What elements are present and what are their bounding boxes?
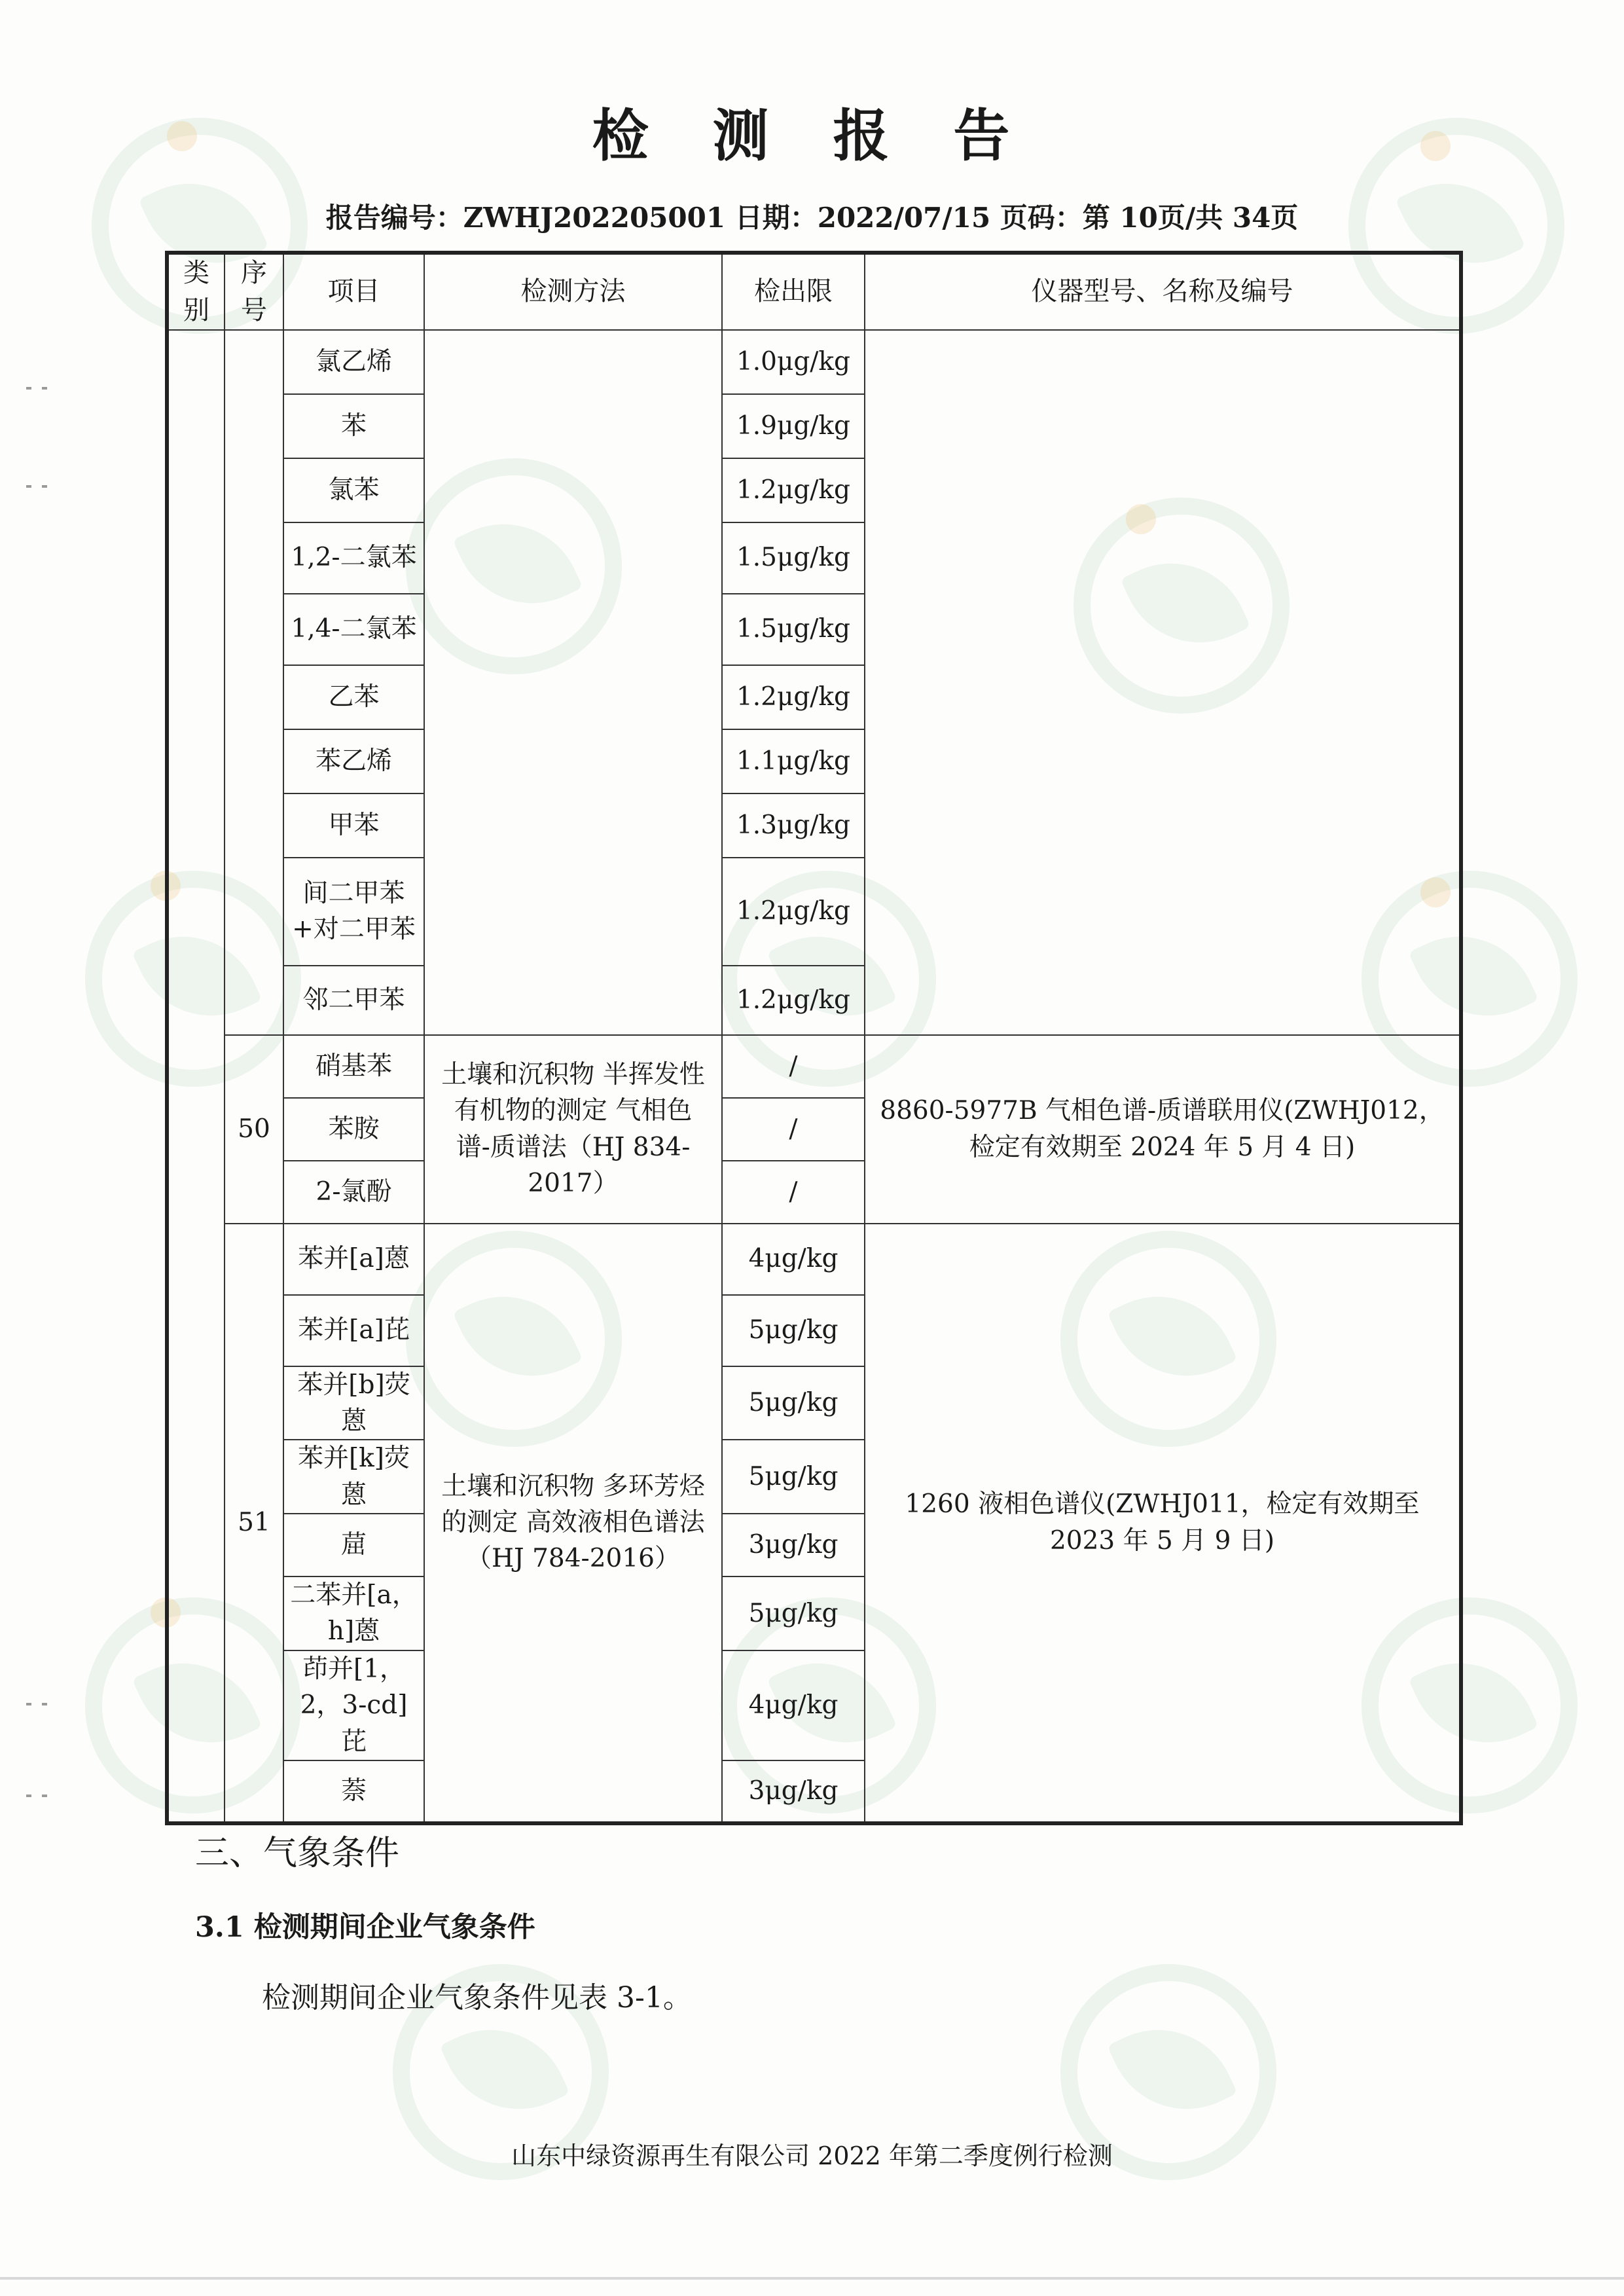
limit-cell: 1.2μg/kg [722, 458, 865, 522]
section-heading: 三、气象条件 [195, 1834, 400, 1873]
item-cell: 1,4-二氯苯 [283, 594, 424, 665]
report-meta-line: 报告编号：ZWHJ202205001 日期：2022/07/15 页码：第 10页/共 34页 [325, 202, 1299, 234]
limit-cell: 1.9μg/kg [722, 394, 865, 458]
column-header-method: 检测方法 [424, 253, 722, 330]
item-cell: 苯并[b]荧蒽 [283, 1366, 424, 1440]
item-cell: 茚并[1，2，3-cd]芘 [283, 1650, 424, 1760]
scan-specks [26, 1696, 65, 1709]
limit-cell: 3μg/kg [722, 1514, 865, 1576]
column-header-instrument: 仪器型号、名称及编号 [865, 253, 1461, 330]
body-paragraph: 检测期间企业气象条件见表 3-1。 [262, 1981, 692, 2014]
item-cell: 氯乙烯 [283, 330, 424, 394]
limit-cell: 1.2μg/kg [722, 858, 865, 966]
item-cell: 二苯并[a，h]蒽 [283, 1576, 424, 1650]
limit-cell: 4μg/kg [722, 1650, 865, 1760]
scan-specks [26, 1787, 65, 1800]
limit-cell: 1.5μg/kg [722, 522, 865, 594]
limit-cell: 5μg/kg [722, 1366, 865, 1440]
column-header-seq: 序号 [225, 253, 283, 330]
limit-cell: 1.5μg/kg [722, 594, 865, 665]
scan-specks [26, 380, 65, 393]
limit-cell: 4μg/kg [722, 1224, 865, 1295]
item-cell: 氯苯 [283, 458, 424, 522]
instrument-cell: 8860-5977B 气相色谱-质谱联用仪(ZWHJ012，检定有效期至 2024 年 5 月 4 日) [865, 1035, 1461, 1224]
limit-cell: 1.1μg/kg [722, 729, 865, 793]
limit-cell: 5μg/kg [722, 1576, 865, 1650]
report-title: 检 测 报 告 [592, 103, 1032, 169]
item-cell: 邻二甲苯 [283, 966, 424, 1035]
item-cell: 苯胺 [283, 1098, 424, 1161]
limit-cell: 1.2μg/kg [722, 665, 865, 729]
item-cell: 苯并[a]芘 [283, 1295, 424, 1366]
scan-edge-line [0, 2277, 1624, 2280]
instrument-cell [865, 330, 1461, 1035]
item-cell: 2-氯酚 [283, 1161, 424, 1224]
item-cell: 苯 [283, 394, 424, 458]
table-row [167, 330, 1461, 394]
method-cell: 土壤和沉积物 半挥发性有机物的测定 气相色谱-质谱法（HJ 834-2017） [424, 1035, 722, 1224]
item-cell: 萘 [283, 1760, 424, 1823]
method-cell: 土壤和沉积物 多环芳烃的测定 高效液相色谱法（HJ 784-2016） [424, 1224, 722, 1823]
limit-cell: 5μg/kg [722, 1295, 865, 1366]
detection-method-table [165, 251, 1463, 1825]
limit-cell: / [722, 1098, 865, 1161]
item-cell: 苯并[k]荧蒽 [283, 1440, 424, 1514]
item-cell: 间二甲苯+对二甲苯 [283, 858, 424, 966]
item-cell: 乙苯 [283, 665, 424, 729]
table-row [167, 1224, 1461, 1295]
seq-cell [225, 330, 283, 1035]
category-cell [167, 330, 225, 1823]
limit-cell: 1.2μg/kg [722, 966, 865, 1035]
page-footer: 山东中绿资源再生有限公司 2022 年第二季度例行检测 [511, 2141, 1113, 2170]
item-cell: 硝基苯 [283, 1035, 424, 1098]
limit-cell: / [722, 1035, 865, 1098]
scan-specks [26, 478, 65, 491]
limit-cell: 5μg/kg [722, 1440, 865, 1514]
item-cell: 苯并[a]蒽 [283, 1224, 424, 1295]
item-cell: 甲苯 [283, 793, 424, 858]
table-header-row [167, 253, 1461, 330]
item-cell: 1,2-二氯苯 [283, 522, 424, 594]
table-row [167, 1035, 1461, 1098]
method-cell [424, 330, 722, 1035]
column-header-item: 项目 [283, 253, 424, 330]
limit-cell: 1.0μg/kg [722, 330, 865, 394]
limit-cell: 3μg/kg [722, 1760, 865, 1823]
seq-cell: 50 [225, 1035, 283, 1224]
item-cell: 苯乙烯 [283, 729, 424, 793]
limit-cell: / [722, 1161, 865, 1224]
column-header-limit: 检出限 [722, 253, 865, 330]
subsection-heading: 3.1 检测期间企业气象条件 [195, 1911, 535, 1944]
limit-cell: 1.3μg/kg [722, 793, 865, 858]
instrument-cell: 1260 液相色谱仪(ZWHJ011，检定有效期至 2023 年 5 月 9 日) [865, 1224, 1461, 1823]
column-header-category: 类别 [167, 253, 225, 330]
seq-cell: 51 [225, 1224, 283, 1823]
item-cell: 䓛 [283, 1514, 424, 1576]
